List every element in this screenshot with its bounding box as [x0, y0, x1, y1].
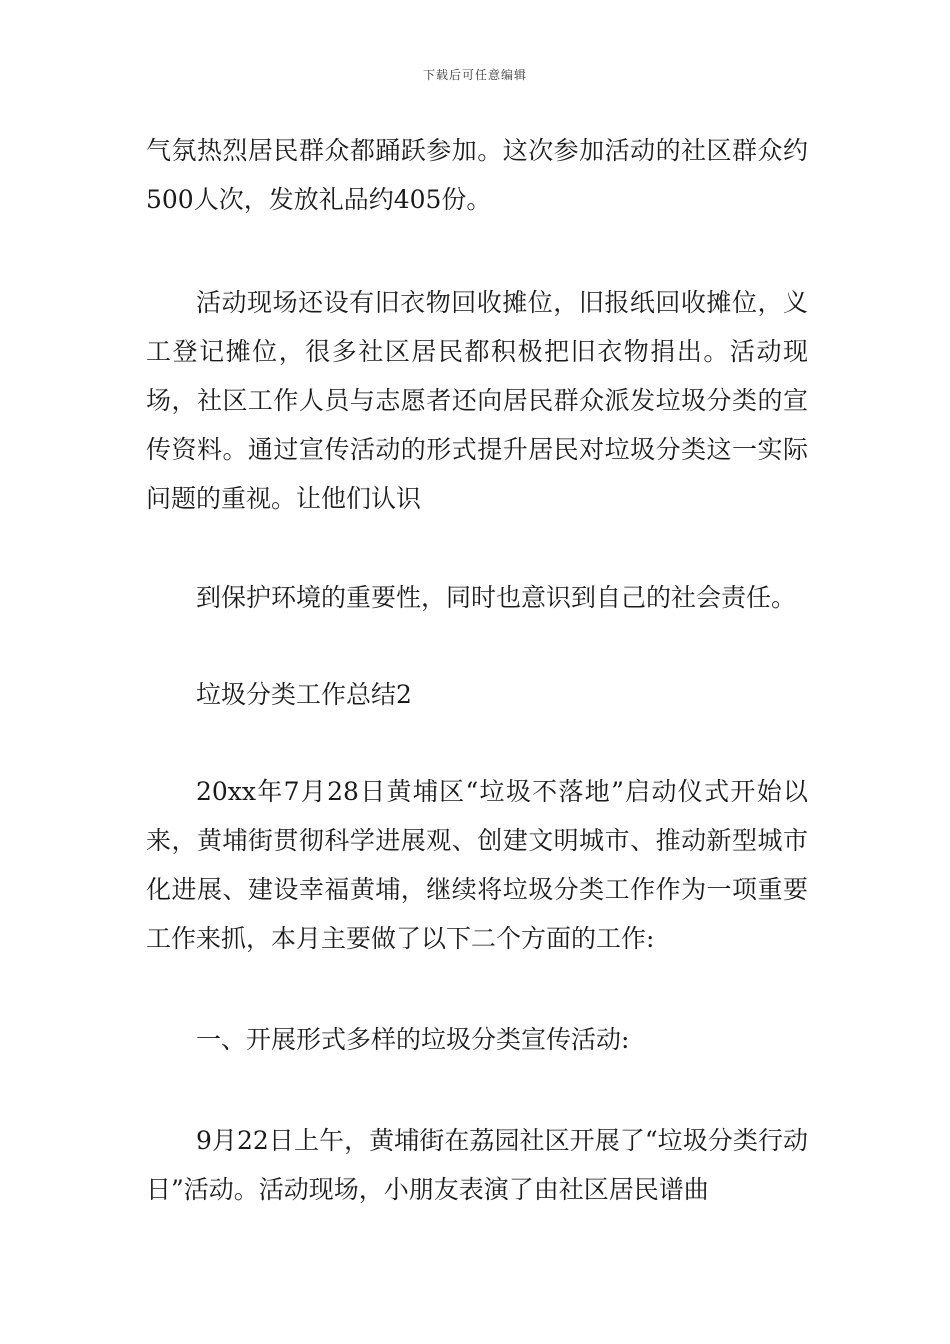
paragraph-continuation: 气氛热烈居民群众都踊跃参加。这次参加活动的社区群众约500人次，发放礼品约405份。 — [146, 136, 808, 214]
section-title: 垃圾分类工作总结2 — [196, 680, 412, 709]
page-header: 下载后可任意编辑 — [422, 68, 527, 82]
paragraph-launch-ceremony: 20xx年7月28日黄埔区“垃圾不落地”启动仪式开始以来，黄埔街贯彻科学进展观、创建文明城市、推动新型城市化进展、建设幸福黄埔，继续将垃圾分类工作作为一项重要工作来抓，本月主要做了以下二个方面的工作: — [146, 777, 808, 953]
paragraph-recycling-booths: 活动现场还设有旧衣物回收摊位，旧报纸回收摊位，义工登记摊位，很多社区居民都积极把旧衣物捐出。活动现场，社区工作人员与志愿者还向居民群众派发垃圾分类的宣传资料。通过宣传活动的形式提升居民对垃圾分类这一实际问题的重视。让他们认识 — [146, 288, 808, 513]
paragraph-responsibility: 到保护环境的重要性，同时也意识到自己的社会责任。 — [196, 583, 797, 612]
subsection-heading: 一、开展形式多样的垃圾分类宣传活动: — [196, 1025, 630, 1054]
paragraph-action-day: 9月22日上午，黄埔街在荔园社区开展了“垃圾分类行动日”活动。活动现场，小朋友表演了由社区居民谱曲 — [146, 1126, 808, 1204]
document-body — [146, 126, 808, 1214]
